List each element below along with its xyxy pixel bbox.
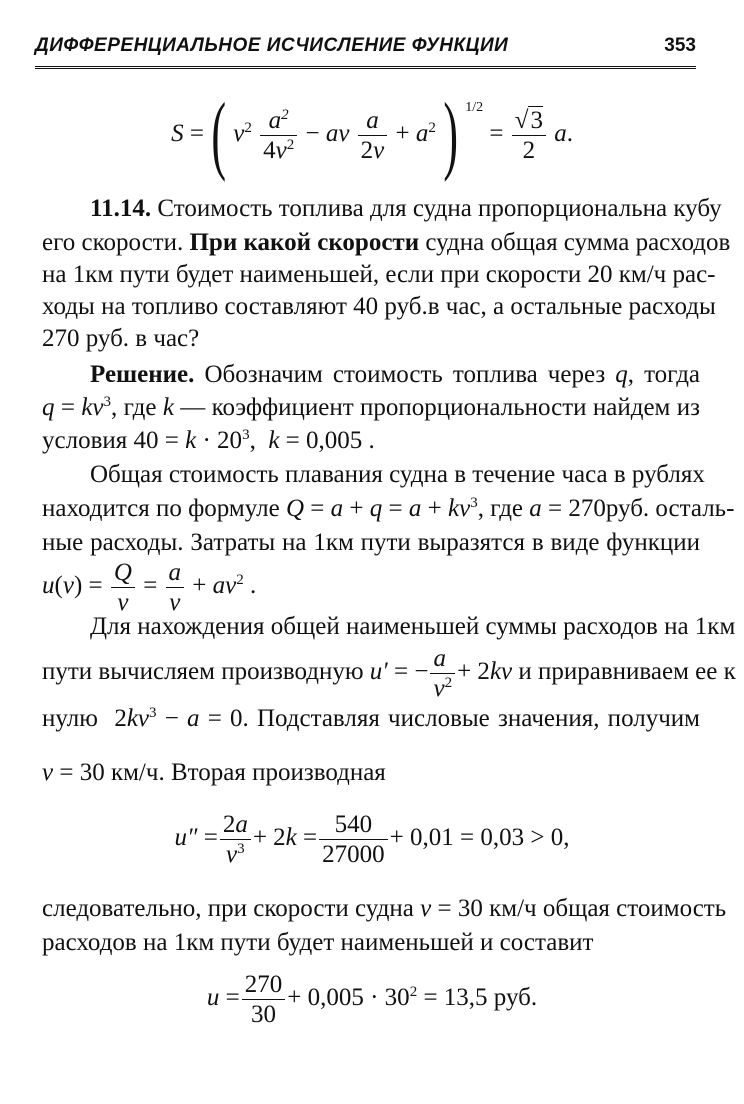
para3-line-4: v = 30 км/ч. Вторая производная (42, 759, 386, 786)
para2-line-1: Общая стоимость плавания судна в течение часа в рублях (90, 461, 705, 488)
question-bold: При какой скорости (189, 229, 420, 256)
problem-line-2: его скорости. При какой скорости судна общая сумма расходов (42, 229, 731, 256)
page-number: 353 (664, 35, 696, 56)
formula-second-derivative: u″ = $\frac{2a}{v^3}$ + 2k = $\frac{540}{27000}$ + 0,01 = 0,03 > 0, (174, 811, 570, 868)
solution-label: Решение. (90, 361, 195, 388)
formula-final: u = $\frac{270}{30}$ + $0,005 \cdot 30^2 = 13,5$ руб. (206, 971, 538, 1028)
para2-line-3: ные расходы. Затраты на 1км пути выразятся в виде функции (42, 529, 700, 556)
running-header (35, 36, 696, 69)
problem-number: 11.14. (90, 195, 152, 222)
problem-line-1: 11.14. Стоимость топлива для судна пропорциональна кубу (90, 195, 722, 222)
para3-line-2: пути вычисляем производную u′ = − $\frac{a}{v^2}$ + 2kv и приравниваем ее к (42, 645, 736, 702)
solution-line-2: $q = kv^3$, где k — коэффициент пропорциональности найдем из (42, 394, 700, 421)
problem-line-4: ходы на топливо составляют 40 руб.в час, а остальные расходы (42, 293, 716, 320)
formula-u: u(v) = $\frac{Q}{v}$ = $\frac{a}{v}$ + $av^2$ . (42, 559, 257, 616)
para2-line-2: находится по формуле $Q = a + q = a + kv^3$, где a = 270руб. осталь- (42, 495, 735, 522)
chapter-title: ДИФФЕРЕНЦИАЛЬНОЕ ИСЧИСЛЕНИЕ ФУНКЦИИ (35, 35, 509, 56)
solution-line-1: Решение. Обозначим стоимость топлива через q, тогда (90, 361, 701, 388)
solution-line-3: условия $40 = k \cdot 20^3$, k = 0,005 . (42, 427, 375, 454)
para4-line-1: следовательно, при скорости судна v = 30 км/ч общая стоимость (42, 895, 727, 922)
para3-line-3: нулю $2kv^3 - a = 0$. Подставляя числовые значения, получим (42, 705, 700, 732)
para3-line-1: Для нахождения общей наименьшей суммы расходов на 1км (90, 613, 736, 640)
formula-s: S =( $v^2$ $\frac{a^2}{4v^2}$ − av $\frac{a}{2v}$ + $a^2$) $^{1/2}$ = $\frac{√3}{2}$ a. (171, 86, 573, 184)
problem-line-3: на 1км пути будет наименьшей, если при скорости 20 км/ч рас- (42, 261, 716, 288)
para4-line-2: расходов на 1км пути будет наименьшей и составит (42, 929, 594, 956)
problem-line-5: 270 руб. в час? (42, 325, 200, 352)
